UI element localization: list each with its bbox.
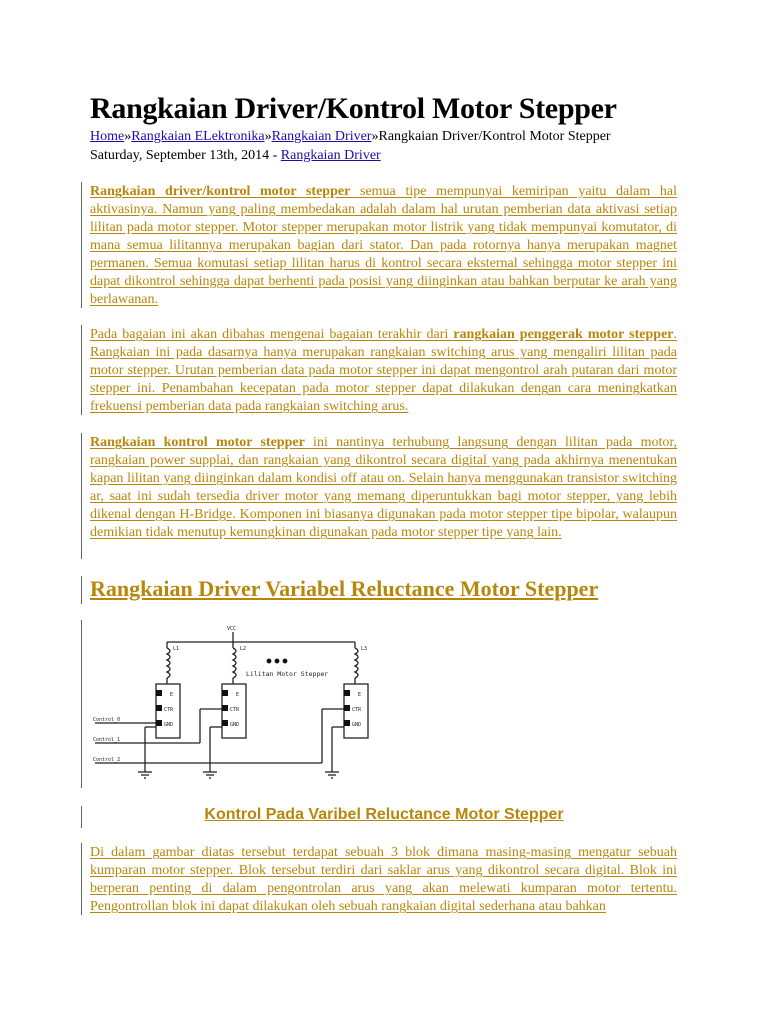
chip-e-label: E (170, 692, 174, 698)
vcc-label: VCC (227, 626, 237, 632)
chip-e-label: E (358, 692, 362, 698)
chip-ctr-label: CTR (164, 707, 174, 713)
post-dateline (90, 148, 381, 164)
post-date: Saturday, September 13th, 2014 - (90, 148, 281, 163)
coil-label-2: L2 (240, 646, 247, 652)
breadcrumb-separator: » (371, 129, 379, 144)
control-label-1: Control_1 (93, 737, 121, 743)
chip-ctr-label: CTR (352, 707, 362, 713)
driver-bold: rangkaian penggerak motor stepper (453, 327, 674, 342)
breadcrumb-separator: » (264, 129, 272, 144)
chip-gnd-label: GND (352, 722, 362, 728)
breadcrumb-category-link[interactable]: Rangkaian ELektronika (131, 129, 265, 144)
paragraph-intro (90, 183, 677, 309)
breadcrumb (90, 129, 611, 145)
breadcrumb-subcategory-link[interactable]: Rangkaian Driver (271, 129, 372, 144)
coil-label-1: L1 (173, 646, 180, 652)
quote-bar (81, 433, 82, 559)
chip-gnd-label: GND (164, 722, 174, 728)
section-heading: Rangkaian Driver Variabel Reluctance Motor Stepper (90, 576, 599, 601)
coil-label-3: L3 (361, 646, 368, 652)
explanation-text: Di dalam gambar diatas tersebut terdapat sebuah 3 blok dimana masing-masing mengatur sebuah kumparan motor stepper. Blok tersebut terdiri dari saklar arus yang dikontrol secara digital. Blok ini berperan penting di dalam pengontrolan arus yang akan melewati kumparan motor tertentu. Pengontrollan blok ini dapat dilakukan oleh sebuah rangkaian digital sederhana atau bahkan (90, 845, 677, 914)
chip-ctr-label: CTR (230, 707, 240, 713)
chip-e-label: E (236, 692, 240, 698)
heading-bar (81, 576, 82, 604)
intro-text: semua tipe mempunyai kemiripan yaitu dalam hal aktivasinya. Namun yang paling membedakan adalah dalam hal urutan pemberian data aktivasi setiap lilitan pada motor stepper. Motor stepper merupakan motor listrik yang tidak mempunyai komutator, di mana semua lilitannya merupakan bagian dari stator. Dan pada rotornya hanya merupakan magnet permanen. Semua komutasi setiap lilitan harus di kontrol secara eksternal sehingga motor stepper ini dapat dikontrol sehingga dapat berhenti pada posisi yang diinginkan atau bahkan berputar ke arah yang berlawanan. (90, 184, 677, 307)
breadcrumb-separator: » (124, 129, 132, 144)
circuit-diagram (90, 620, 410, 790)
control-bold: Rangkaian kontrol motor stepper (90, 435, 305, 450)
breadcrumb-current: Rangkaian Driver/Kontrol Motor Stepper (378, 129, 611, 144)
figure-caption: Kontrol Pada Varibel Reluctance Motor Stepper (204, 806, 564, 823)
paragraph-driver (90, 326, 677, 416)
control-label-2: Control_2 (93, 757, 121, 763)
driver-text: . Rangkaian ini pada dasarnya hanya merupakan rangkaian switching arus yang mengaliri lilitan pada motor stepper. Urutan pemberian data pada motor stepper ini dapat mengontrol arah putaran dari motor stepper ini. Penambahan kecepatan pada motor stepper dapat dilakukan dengan cara meningkatkan frekuensi pemberian data pada rangkaian switching arus. (90, 327, 677, 414)
motor-label: Lilitan Motor Stepper (246, 670, 329, 678)
quote-bar (81, 843, 82, 915)
breadcrumb-home-link[interactable]: Home (90, 129, 125, 144)
quote-bar (81, 182, 82, 308)
paragraph-explanation (90, 844, 677, 916)
intro-bold: Rangkaian driver/kontrol motor stepper (90, 184, 351, 199)
post-category-link[interactable]: Rangkaian Driver (280, 148, 381, 163)
figure-bar (81, 620, 82, 788)
paragraph-control (90, 434, 677, 542)
chip-gnd-label: GND (230, 722, 240, 728)
control-label-0: Control_0 (93, 717, 121, 723)
control-text: ini nantinya terhubung langsung dengan lilitan pada motor, rangkaian power supplai, dan rangkaian yang dikontrol secara digital yang pada akhirnya menentukan kapan lilitan yang diinginkan dalam kondisi off atau on. Selain hanya menggunakan transistor switching ar, saat ini sudah tersedia driver motor yang memang diperuntukkan bagi motor stepper, yang lebih dikenal dengan H-Bridge. Komponen ini biasanya digunakan pada motor stepper tipe bipolar, walaupun demikian tidak menutup kemungkinan digunakan pada motor stepper tipe yang lain. (90, 435, 678, 540)
driver-pre: Pada bagaian ini akan dibahas mengenai bagaian terakhir dari (90, 327, 454, 342)
page-title: Rangkaian Driver/Kontrol Motor Stepper (90, 92, 617, 125)
quote-bar (81, 325, 82, 415)
